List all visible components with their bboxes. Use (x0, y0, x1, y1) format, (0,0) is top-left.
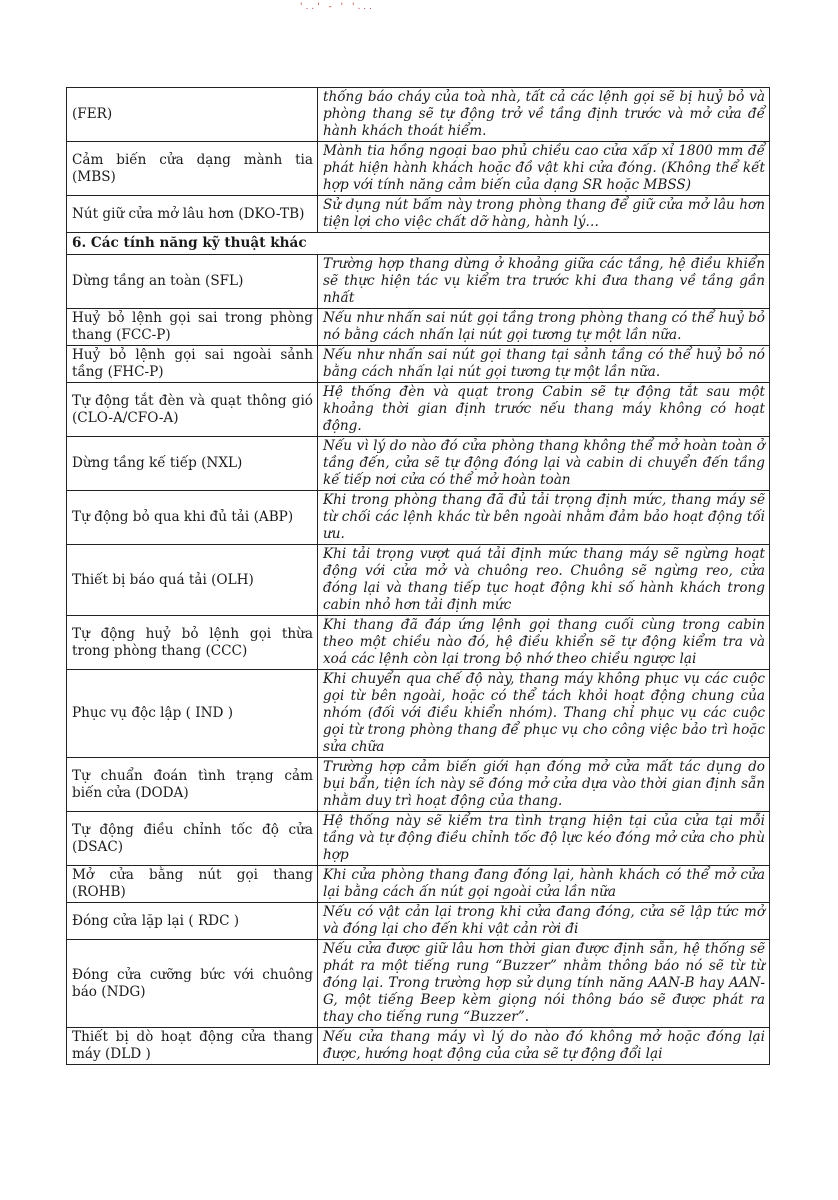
feature-name: Đóng cửa cưỡng bức với chuông báo (NDG) (67, 940, 318, 1028)
feature-name: Tự chuẩn đoán tình trạng cảm biến cửa (DODA) (67, 758, 318, 812)
feature-description: Khi thang đã đáp ứng lệnh gọi thang cuối cùng trong cabin theo một chiều nào đó, hệ điều khiển sẽ tự động kiểm tra và xoá các lệnh còn lại trong bộ nhớ theo chiều ngược lại (318, 616, 770, 670)
table-row (67, 142, 770, 196)
feature-description: Sử dụng nút bấm này trong phòng thang để giữ cửa mở lâu hơn tiện lợi cho việc chất dỡ hàng, hành lý… (318, 196, 770, 233)
feature-name: Cảm biến cửa dạng mành tia (MBS) (67, 142, 318, 196)
table-row (67, 196, 770, 233)
feature-name: Đóng cửa lặp lại ( RDC ) (67, 903, 318, 940)
feature-description: Khi tải trọng vượt quá tải định mức thang máy sẽ ngừng hoạt động với cửa mở và chuông reo. Chuông sẽ ngừng reo, cửa đóng lại và thang tiếp tục hoạt động khi số hành khách trong cabin nhỏ hơn tải định mức (318, 545, 770, 616)
table-row (67, 758, 770, 812)
feature-description: Khi cửa phòng thang đang đóng lại, hành khách có thể mở cửa lại bằng cách ấn nút gọi ngoài cửa lần nữa (318, 866, 770, 903)
table-row (67, 346, 770, 383)
feature-name: Thiết bị báo quá tải (OLH) (67, 545, 318, 616)
feature-table (66, 87, 770, 1065)
feature-name: Huỷ bỏ lệnh gọi sai trong phòng thang (FCC-P) (67, 309, 318, 346)
section-header (67, 233, 770, 255)
table-row (67, 1028, 770, 1065)
feature-description: Nếu cửa được giữ lâu hơn thời gian được định sẵn, hệ thống sẽ phát ra một tiếng rung “Buzzer” nhằm thông báo nó sẽ từ từ đóng lại. Trong trường hợp sử dụng tính năng AAN-B hay AAN-G, một tiếng Beep kèm giọng nói thông báo sẽ được phát ra thay cho tiếng rung “Buzzer”. (318, 940, 770, 1028)
table-row (67, 309, 770, 346)
table-row (67, 88, 770, 142)
feature-name: Tự động điều chỉnh tốc độ cửa (DSAC) (67, 812, 318, 866)
table-row (67, 812, 770, 866)
feature-description: Hệ thống này sẽ kiểm tra tình trạng hiện tại của cửa tại mỗi tầng và tự động điều chỉnh tốc độ lực kéo đóng mở cửa cho phù hợp (318, 812, 770, 866)
feature-description: Khi chuyển qua chế độ này, thang máy không phục vụ các cuộc gọi từ bên ngoài, hoặc có thể tách khỏi hoạt động chung của nhóm (đối với điều khiển nhóm). Thang chỉ phục vụ các cuộc gọi từ trong phòng thang để phục vụ cho công việc bảo trì hoặc sửa chữa (318, 670, 770, 758)
table-row (67, 255, 770, 309)
table-row (67, 670, 770, 758)
feature-name: Mở cửa bằng nút gọi thang (ROHB) (67, 866, 318, 903)
table-row (67, 940, 770, 1028)
table-row (67, 866, 770, 903)
feature-name: Nút giữ cửa mở lâu hơn (DKO-TB) (67, 196, 318, 233)
feature-description: Nếu như nhấn sai nút gọi thang tại sảnh tầng có thể huỷ bỏ nó bằng cách nhấn lại nút gọi tương tự một lần nữa. (318, 346, 770, 383)
table-row (67, 616, 770, 670)
table-row (67, 383, 770, 437)
table-row (67, 437, 770, 491)
feature-description: Nếu vì lý do nào đó cửa phòng thang không thể mở hoàn toàn ở tầng đến, cửa sẽ tự động đóng lại và cabin di chuyển đến tầng kế tiếp nơi cửa có thể mở hoàn toàn (318, 437, 770, 491)
feature-description: Nếu cửa thang máy vì lý do nào đó không mở hoặc đóng lại được, hướng hoạt động của cửa sẽ tự động đổi lại (318, 1028, 770, 1065)
section-title: 6. Các tính năng kỹ thuật khác (67, 233, 770, 255)
feature-description: Nếu có vật cản lại trong khi cửa đang đóng, cửa sẽ lập tức mở và đóng lại cho đến khi vật cản rời đi (318, 903, 770, 940)
feature-name: Huỷ bỏ lệnh gọi sai ngoài sảnh tầng (FHC-P) (67, 346, 318, 383)
feature-name: Dừng tầng kế tiếp (NXL) (67, 437, 318, 491)
feature-name: Tự động tắt đèn và quạt thông gió (CLO-A/CFO-A) (67, 383, 318, 437)
table-row (67, 491, 770, 545)
feature-description: Khi trong phòng thang đã đủ tải trọng định mức, thang máy sẽ từ chối các lệnh khác từ bên ngoài nhằm đảm bảo hoạt động tối ưu. (318, 491, 770, 545)
feature-description: thống báo cháy của toà nhà, tất cả các lệnh gọi sẽ bị huỷ bỏ và phòng thang sẽ tự động trở về tầng định trước và mở cửa để hành khách thoát hiểm. (318, 88, 770, 142)
feature-name: Thiết bị dò hoạt động cửa thang máy (DLD ) (67, 1028, 318, 1065)
feature-description: Hệ thống đèn và quạt trong Cabin sẽ tự động tắt sau một khoảng thời gian định trước nếu thang máy không có hoạt động. (318, 383, 770, 437)
feature-name: (FER) (67, 88, 318, 142)
feature-name: Phục vụ độc lập ( IND ) (67, 670, 318, 758)
feature-description: Nếu như nhấn sai nút gọi tầng trong phòng thang có thể huỷ bỏ nó bằng cách nhấn lại nút gọi tương tự một lần nữa. (318, 309, 770, 346)
scan-mark: '..' - ' '... (300, 2, 376, 12)
feature-name: Tự động bỏ qua khi đủ tải (ABP) (67, 491, 318, 545)
feature-name: Dừng tầng an toàn (SFL) (67, 255, 318, 309)
feature-name: Tự động huỷ bỏ lệnh gọi thừa trong phòng thang (CCC) (67, 616, 318, 670)
feature-description: Mành tia hồng ngoại bao phủ chiều cao cửa xấp xỉ 1800 mm để phát hiện hành khách hoặc đồ vật khi cửa đóng. (Không thể kết hợp với tính năng cảm biến của dạng SR hoặc MBSS) (318, 142, 770, 196)
feature-description: Trường hợp thang dừng ở khoảng giữa các tầng, hệ điều khiển sẽ thực hiện tác vụ kiểm tra trước khi đưa thang về tầng gần nhất (318, 255, 770, 309)
feature-description: Trường hợp cảm biến giới hạn đóng mở cửa mất tác dụng do bụi bẩn, tiện ích này sẽ đóng mở cửa dựa vào thời gian định sẵn nhằm duy trì hoạt động của thang. (318, 758, 770, 812)
table-row (67, 903, 770, 940)
table-row (67, 545, 770, 616)
